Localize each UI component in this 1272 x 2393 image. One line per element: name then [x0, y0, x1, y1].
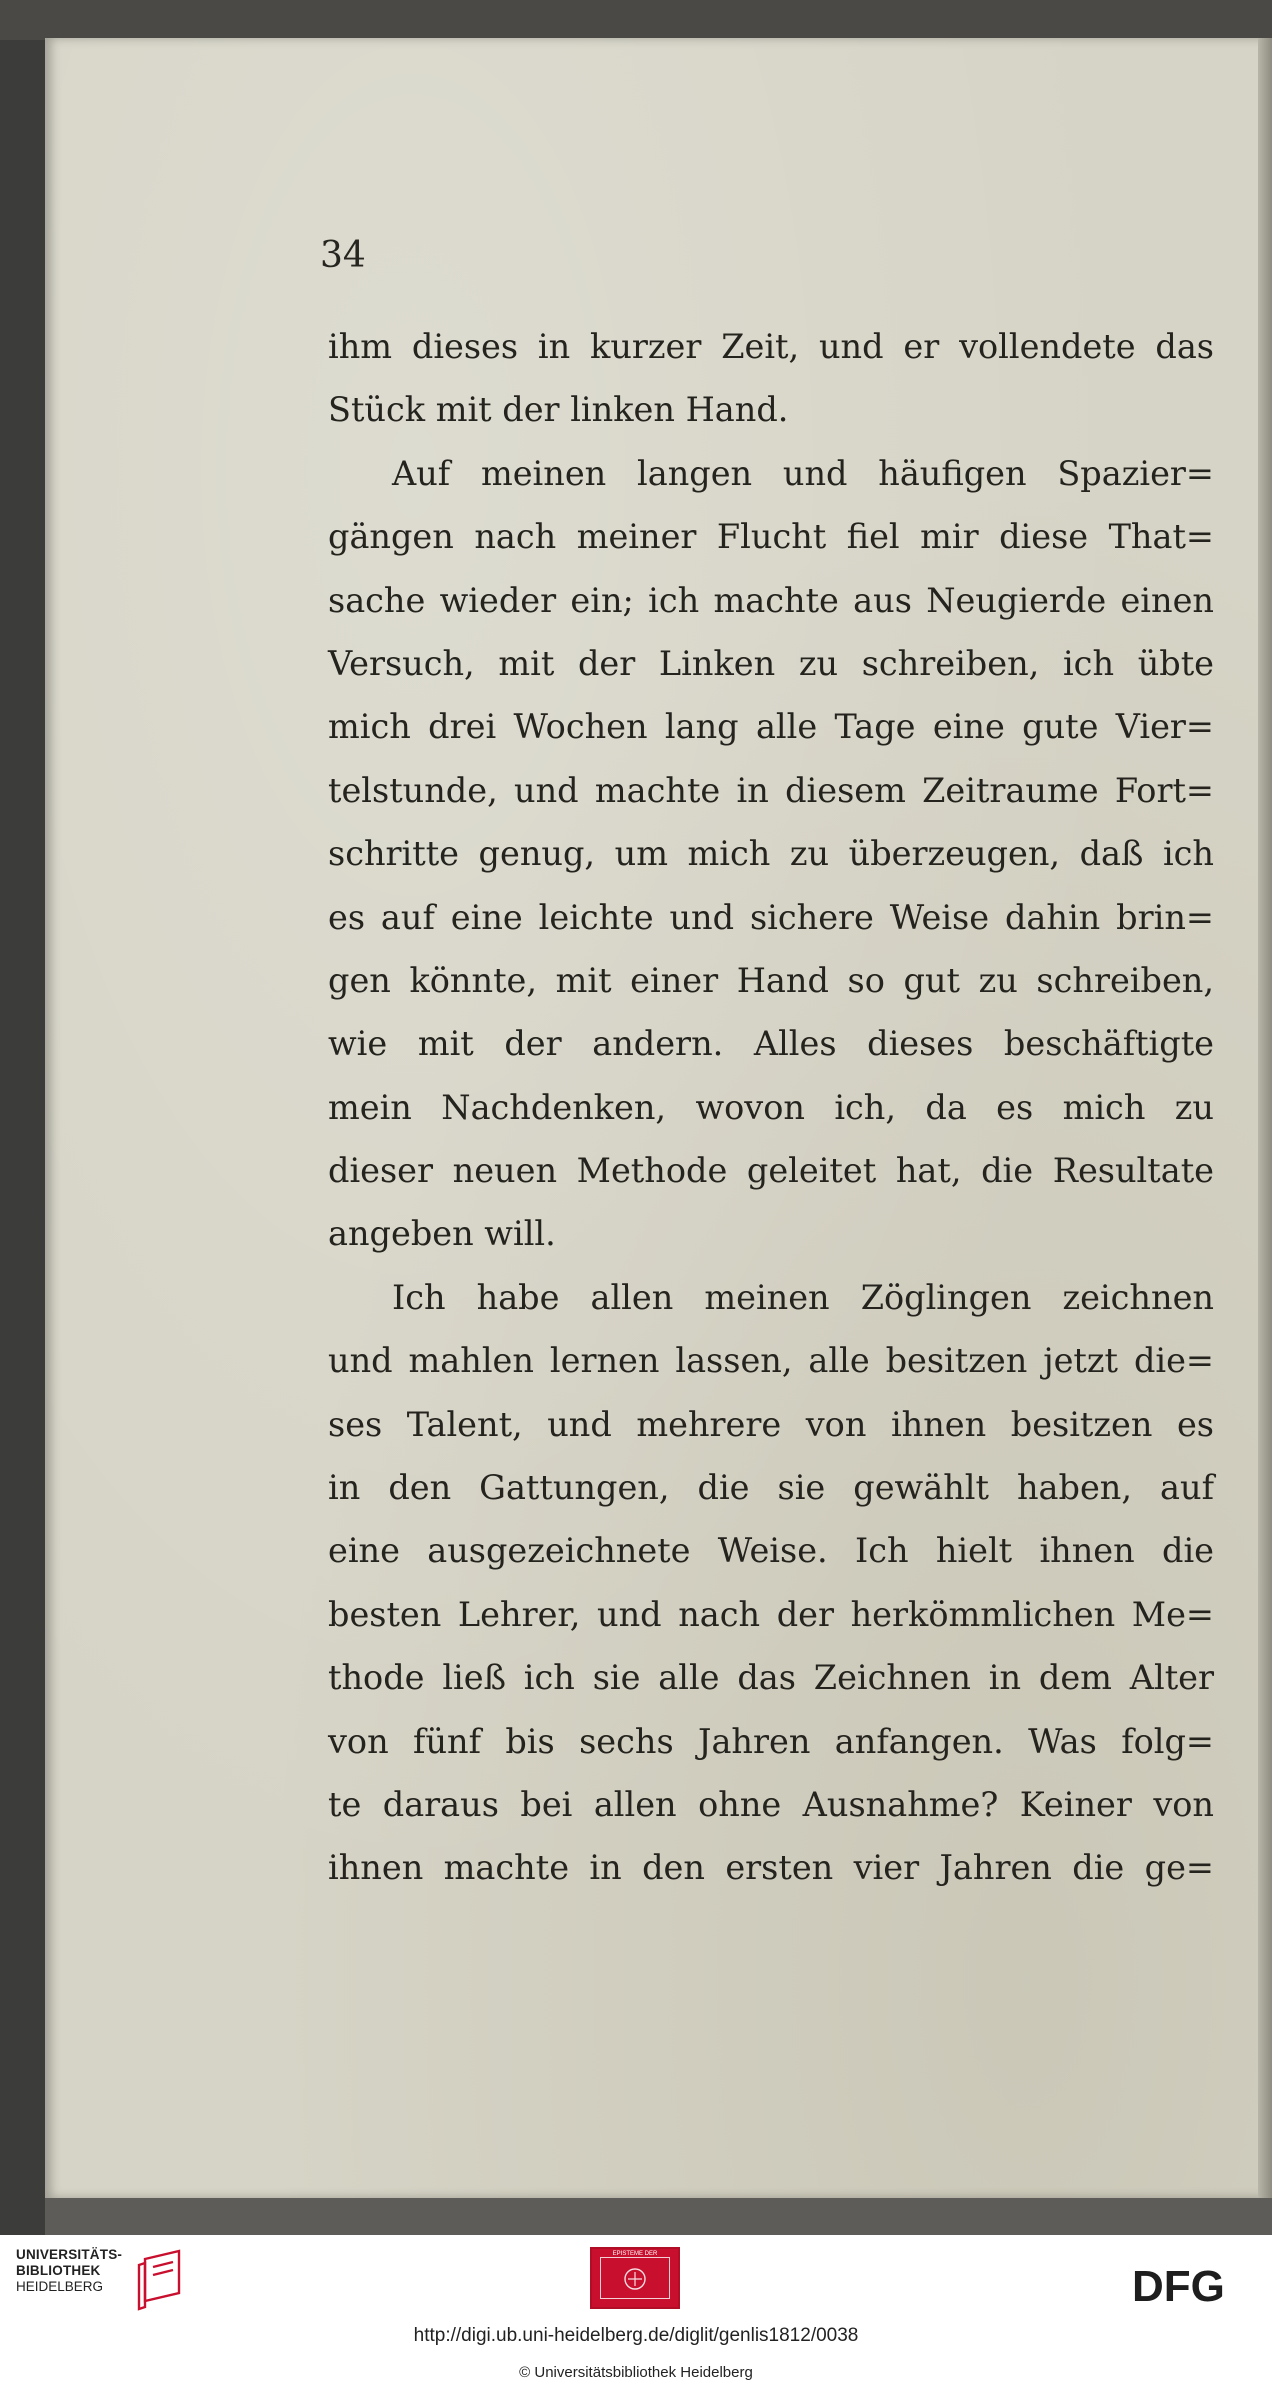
page-text [328, 315, 1214, 1900]
episteme-emblem-icon[interactable] [590, 2247, 680, 2309]
page-number: 34 [320, 235, 366, 276]
text-line: Auf meinen langen und häufigen Spazier= [392, 453, 1214, 493]
text-line: gen könnte, mit einer Hand so gut zu schreiben, [328, 960, 1214, 1000]
text-line: Stück mit der linken Hand. [328, 390, 789, 430]
scan-bottom-edge [45, 2198, 1272, 2235]
text-line: Versuch, mit der Linken zu schreiben, ich übte [328, 643, 1214, 683]
library-name-line3: HEIDELBERG [16, 2279, 104, 2294]
text-line: schritte genug, um mich zu überzeugen, daß ich [328, 834, 1214, 874]
emblem-ornament-icon [622, 2266, 648, 2292]
text-line: gängen nach meiner Flucht fiel mir diese That= [328, 517, 1214, 557]
permalink[interactable]: http://digi.ub.uni-heidelberg.de/diglit/genlis1812/0038 [413, 2325, 859, 2346]
text-line: von fünf bis sechs Jahren anfangen. Was folg= [328, 1721, 1214, 1761]
text-line: angeben will. [328, 1214, 556, 1254]
text-line: eine ausgezeichnete Weise. Ich hielt ihnen die [328, 1531, 1214, 1571]
text-line: mich drei Wochen lang alle Tage eine gute Vier= [328, 707, 1214, 747]
dfg-logo-text: DFG [1132, 2262, 1225, 2307]
text-line: mein Nachdenken, wovon ich, da es mich zu [328, 1087, 1214, 1127]
text-line: sache wieder ein; ich machte aus Neugierde einen [328, 580, 1214, 620]
text-line: besten Lehrer, und nach der herkömmlichen Me= [328, 1594, 1214, 1634]
text-line: in den Gattungen, die sie gewählt haben, auf [328, 1468, 1214, 1508]
viewer-footer [0, 2235, 1272, 2393]
text-line: te daraus bei allen ohne Ausnahme? Keiner von [328, 1784, 1214, 1824]
text-line: telstunde, und machte in diesem Zeitraume Fort= [328, 770, 1214, 810]
text-line: ihnen machte in den ersten vier Jahren die ge= [328, 1848, 1214, 1888]
text-line: dieser neuen Methode geleitet hat, die Resultate [328, 1151, 1214, 1191]
text-line: und mahlen lernen lassen, alle besitzen jetzt die= [328, 1341, 1214, 1381]
emblem-label: EPISTEME DER [612, 2251, 658, 2257]
library-name-line1: UNIVERSITÄTS- [16, 2247, 123, 2262]
text-line: es auf eine leichte und sichere Weise dahin brin= [328, 897, 1214, 937]
page-edge [1258, 38, 1272, 2198]
text-line: wie mit der andern. Alles dieses beschäftigte [328, 1024, 1214, 1064]
dfg-logo-icon[interactable] [1130, 2261, 1256, 2307]
scan-top-edge [0, 0, 1272, 40]
library-name-line2: BIBLIOTHEK [16, 2263, 101, 2278]
text-line: ihm dieses in kurzer Zeit, und er vollendete das [328, 327, 1214, 366]
text-line: ses Talent, und mehrere von ihnen besitzen es [328, 1404, 1214, 1444]
library-logo[interactable] [16, 2247, 186, 2317]
text-line: thode ließ ich sie alle das Zeichnen in dem Alter [328, 1658, 1214, 1698]
copyright-notice: © Universitätsbibliothek Heidelberg [519, 2364, 753, 2381]
text-line: Ich habe allen meinen Zöglingen zeichnen [392, 1277, 1214, 1317]
library-mark-icon [131, 2249, 189, 2315]
